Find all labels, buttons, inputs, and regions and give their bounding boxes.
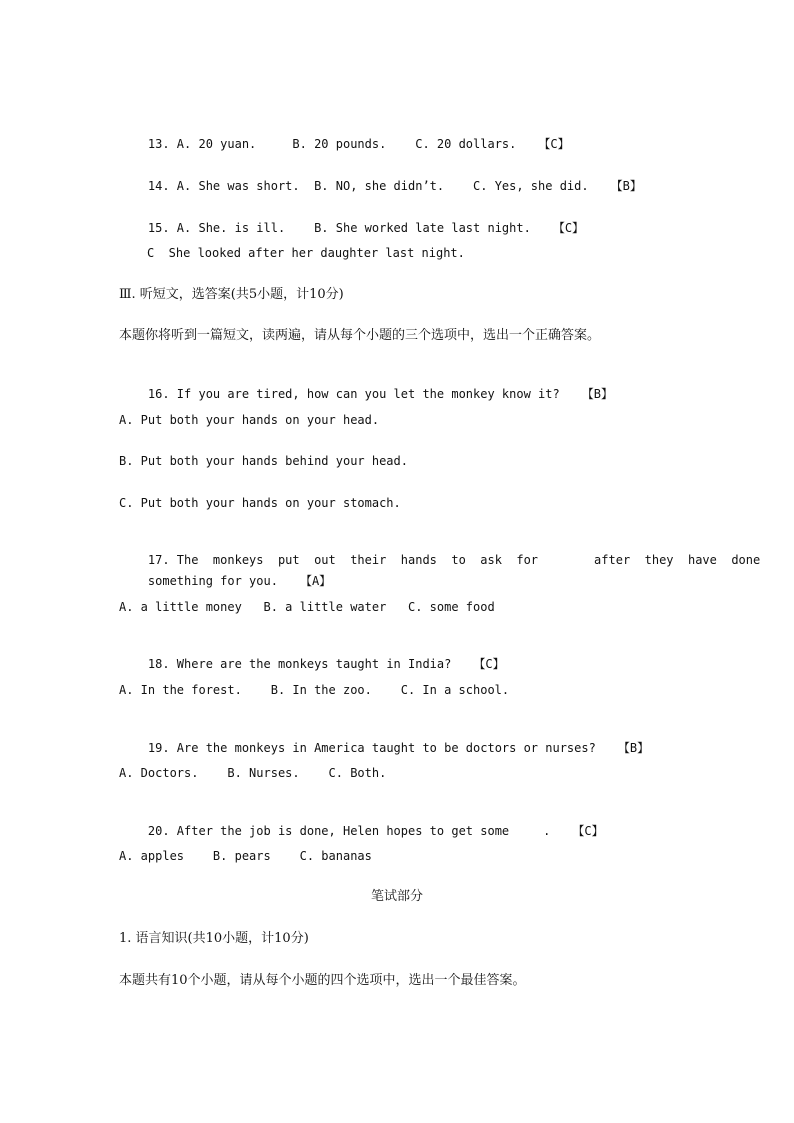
question-19-options: A. Doctors. B. Nurses. C. Both.	[119, 766, 387, 780]
question-16-option-b: B. Put both your hands behind your head.	[119, 454, 408, 468]
question-16-option-c: C. Put both your hands on your stomach.	[119, 496, 401, 510]
question-16-option-a: A. Put both your hands on your head.	[119, 413, 380, 427]
question-17-line-2	[119, 557, 331, 605]
question-17-text-end: after they have done	[594, 553, 761, 567]
question-14-text: 14. A. She was short. B. NO, she didn’t. C. Yes, she did.	[147, 179, 589, 193]
question-18-text: 18. Where are the monkeys taught in India?	[147, 657, 452, 671]
question-16	[119, 370, 613, 418]
question-16-answer: 【B】	[581, 387, 613, 401]
section-3-title: Ⅲ. 听短文，选答案(共5小题，计10分)	[119, 287, 344, 302]
question-13-answer: 【C】	[538, 137, 570, 151]
question-20-answer: 【C】	[572, 824, 604, 838]
written-section-title: 笔试部分	[370, 889, 423, 904]
question-18	[119, 640, 505, 688]
question-17-answer: 【A】	[299, 574, 332, 588]
question-17-options: A. a little money B. a little water C. some food	[119, 600, 495, 614]
question-19-answer: 【B】	[617, 741, 650, 755]
question-19-text: 19. Are the monkeys in America taught to be doctors or nurses?	[147, 741, 596, 755]
section-3-instructions: 本题你将听到一篇短文，读两遍，请从每个小题的三个选项中，选出一个正确答案。	[119, 328, 601, 343]
question-17-line-2-text: something for you.	[147, 574, 278, 588]
question-16-text: 16. If you are tired, how can you let the monkey know it?	[147, 387, 560, 401]
question-20-options: A. apples B. pears C. bananas	[119, 849, 372, 863]
question-14	[119, 162, 642, 210]
question-20-period: .	[543, 824, 551, 838]
question-15-option-c: C She looked after her daughter last night.	[147, 246, 465, 260]
question-20-text: 20. After the job is done, Helen hopes to get some	[147, 824, 510, 838]
question-18-answer: 【C】	[473, 657, 505, 671]
question-18-options: A. In the forest. B. In the zoo. C. In a school.	[119, 683, 510, 697]
question-14-answer: 【B】	[610, 179, 642, 193]
question-15-answer: 【C】	[552, 221, 585, 235]
section-1-instructions: 本题共有10个小题，请从每个小题的四个选项中，选出一个最佳答案。	[119, 973, 526, 988]
question-13-text: 13. A. 20 yuan. B. 20 pounds. C. 20 dollars.	[147, 137, 517, 151]
question-17-text-start: 17. The monkeys put out their hands to ask for	[147, 553, 539, 567]
section-1-title: 1. 语言知识(共10小题，计10分)	[119, 931, 309, 946]
question-13	[119, 120, 570, 168]
question-15-text: 15. A. She. is ill. B. She worked late last night.	[147, 221, 531, 235]
